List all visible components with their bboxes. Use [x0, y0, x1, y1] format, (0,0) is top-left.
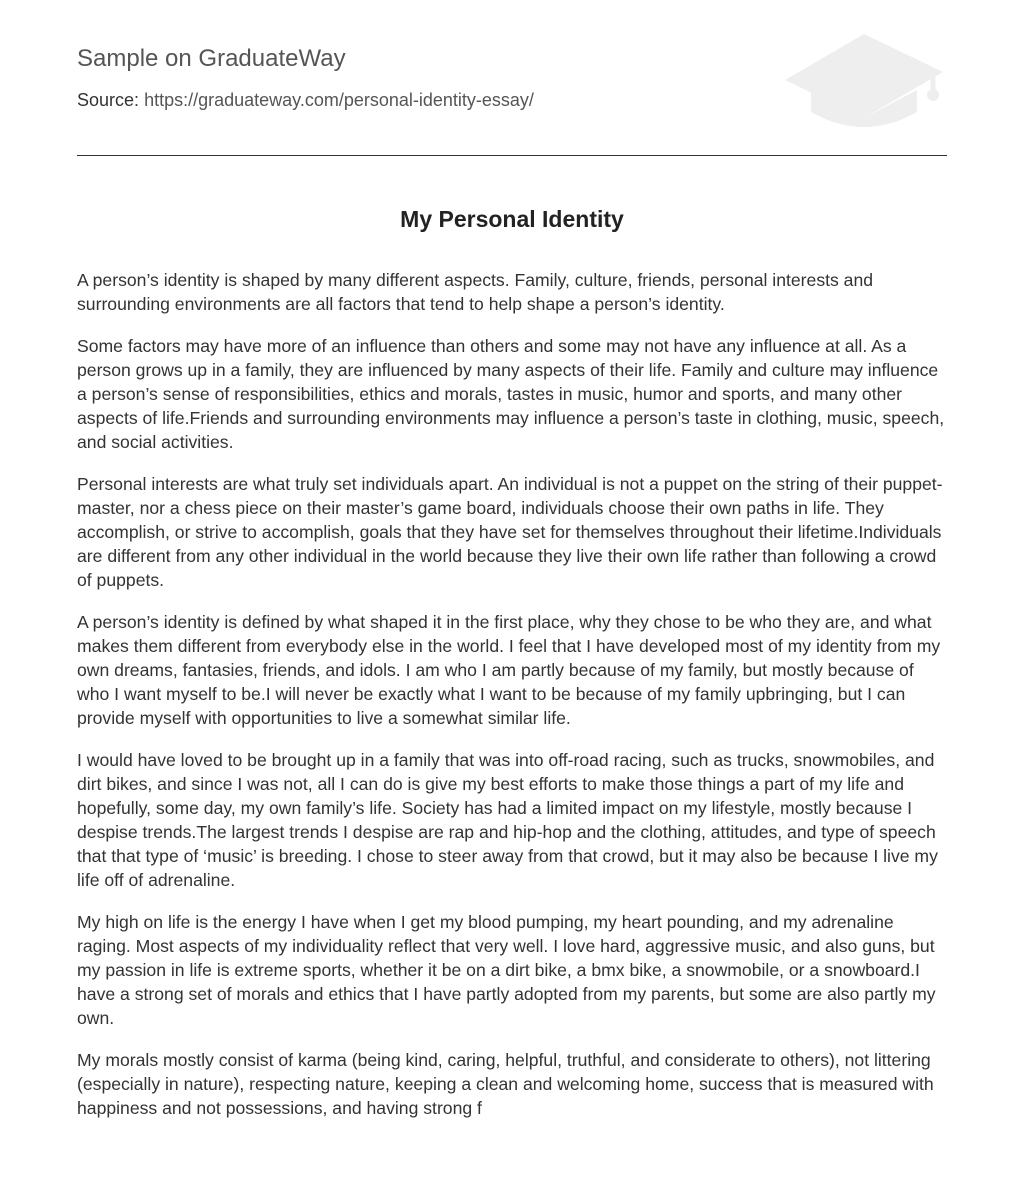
essay-paragraph: Some factors may have more of an influence than others and some may not have any influence at all. As a person grows up in a family, they are influenced by many aspects of their life. Family and culture may influence a person’s sense of responsibilities, ethics and morals, tastes in music, humor and sports, and many other aspects of life.Friends and surrounding environments may influence a person’s taste in clothing, music, speech, and social activities. [77, 336, 945, 452]
graduation-cap-icon [781, 32, 947, 132]
source-label: Source: [77, 90, 140, 110]
essay-paragraph: Personal interests are what truly set individuals apart. An individual is not a puppet on the string of their puppet-master, nor a chess piece on their master’s game board, individuals choose their own paths in life. They accomplish, or strive to accomplish, goals that they have set for themselves throughout their lifetime.Individuals are different from any other individual in the world because they live their own life rather than following a crowd of puppets. [77, 474, 943, 590]
site-title: Sample on GraduateWay [77, 45, 346, 72]
essay-paragraph: I would have loved to be brought up in a family that was into off-road racing, such as trucks, snowmobiles, and dirt bikes, and since I was not, all I can do is give my best efforts to make those things a part of my life and hopefully, some day, my own family’s life. Society has had a limited impact on my lifestyle, mostly because I despise trends.The largest trends I despise are rap and hip-hop and the clothing, attitudes, and type of speech that that type of ‘music’ is breeding. I chose to steer away from that crowd, but it may also be because I live my life off of adrenaline. [77, 750, 938, 890]
essay-paragraph: A person’s identity is shaped by many different aspects. Family, culture, friends, personal interests and surrounding environments are all factors that tend to help shape a person’s identity. [77, 270, 874, 314]
page-header [77, 0, 947, 156]
header-divider [77, 155, 947, 156]
essay-paragraph: A person’s identity is defined by what shaped it in the first place, why they chose to be who they are, and what makes them different from everybody else in the world. I feel that I have developed most of my identity from my own dreams, fantasies, friends, and idols. I am who I am partly because of my family, but mostly because of who I want myself to be.I will never be exactly what I want to be because of my family upbringing, but I can provide myself with opportunities to live a somewhat similar life. [77, 612, 941, 728]
essay-paragraph: My high on life is the energy I have when I get my blood pumping, my heart pounding, and my adrenaline raging. Most aspects of my individuality reflect that very well. I love hard, aggressive music, and also guns, but my passion in life is extreme sports, whether it be on a dirt bike, a bmx bike, a snowmobile, or a snowboard.I have a strong set of morals and ethics that I have partly adopted from my parents, but some are also partly my own. [77, 912, 936, 1028]
essay-title: My Personal Identity [400, 206, 624, 232]
essay-body [77, 268, 949, 1138]
source-line [77, 89, 534, 111]
source-link[interactable]: https://graduateway.com/personal-identity-essay/ [144, 90, 534, 110]
essay-paragraph: My morals mostly consist of karma (being kind, caring, helpful, truthful, and considerate to others), not littering (especially in nature), respecting nature, keeping a clean and welcoming home, success that is measured with happiness and not possessions, and having strong f [77, 1050, 934, 1118]
